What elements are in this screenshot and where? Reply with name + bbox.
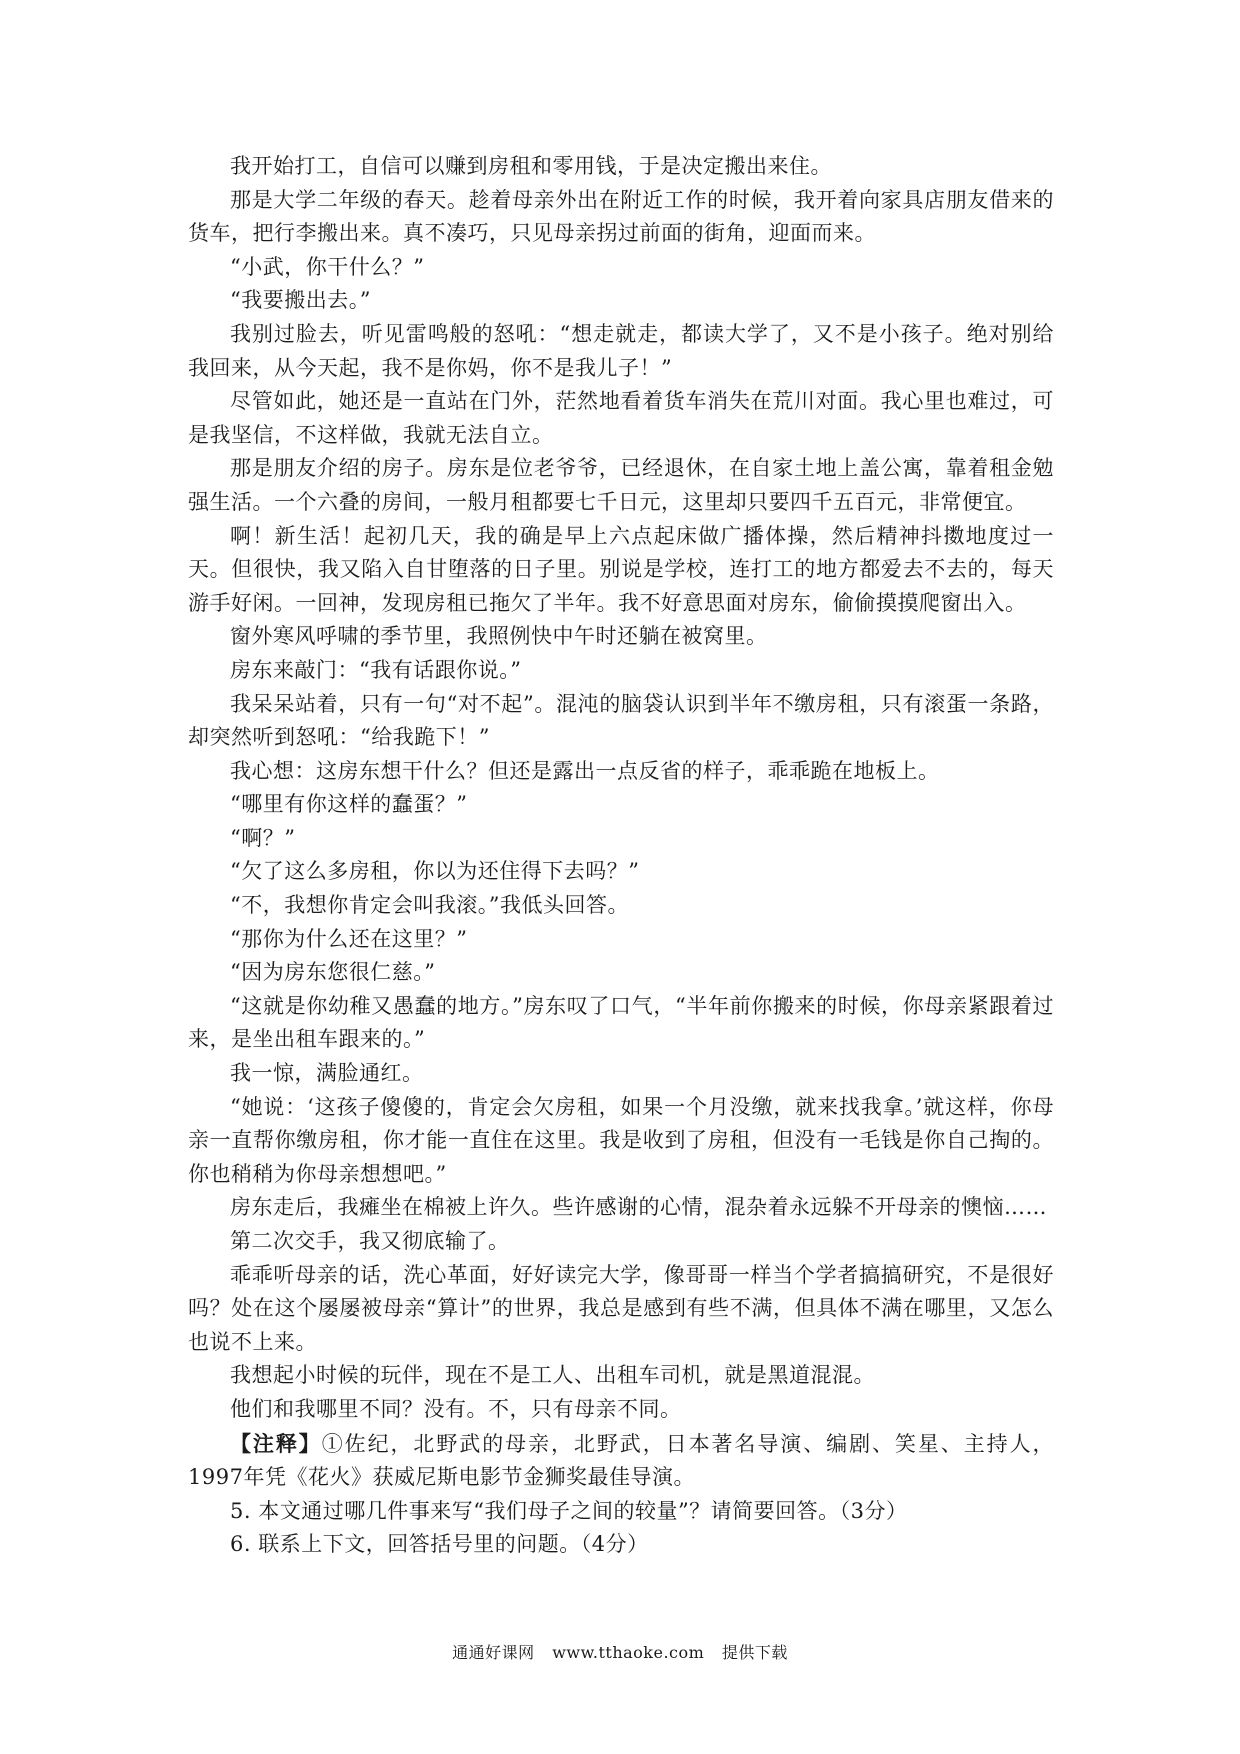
paragraph: 房东来敲门：“我有话跟你说。” [230, 657, 522, 682]
paragraph: “因为房东您很仁慈。” [230, 960, 436, 985]
paragraph: “她说：‘这孩子傻傻的，肯定会欠房租，如果一个月没缴，就来找我拿。’就这样，你母亲一直帮你缴房租，你才能一直住在这里。我是收到了房租，但没有一毛钱是你自己掏的。你也稍稍为你母亲想想吧。” [188, 1094, 1054, 1186]
paragraph: “那你为什么还在这里？” [230, 926, 468, 951]
paragraph: 他们和我哪里不同？没有。不，只有母亲不同。 [230, 1396, 682, 1421]
footer-site-name: 通通好课网 [452, 1643, 535, 1662]
paragraph: 我呆呆站着，只有一句“对不起”。混沌的脑袋认识到半年不缴房租，只有滚蛋一条路，却突然听到怒吼：“给我跪下！” [188, 691, 1054, 750]
footer-suffix: 提供下载 [721, 1643, 788, 1662]
question-6: 6. 联系上下文，回答括号里的问题。（4分） [230, 1532, 649, 1557]
paragraph: “小武，你干什么？” [230, 254, 425, 279]
paragraph: 窗外寒风呼啸的季节里，我照例快中午时还躺在被窝里。 [230, 624, 768, 649]
annotation [188, 1427, 1054, 1495]
paragraph: “不，我想你肯定会叫我滚。”我低头回答。 [230, 893, 629, 918]
paragraph: “哪里有你这样的蠢蛋？” [230, 792, 468, 817]
paragraph: “啊？” [230, 825, 296, 850]
paragraph: 那是大学二年级的春天。趁着母亲外出在附近工作的时候，我开着向家具店朋友借来的货车，把行李搬出来。真不凑巧，只见母亲拐过前面的街角，迎面而来。 [188, 187, 1054, 246]
annotation-text: ①佐纪，北野武的母亲，北野武，日本著名导演、编剧、笑星、主持人，1997年凭《花火》获威尼斯电影节金狮奖最佳导演。 [188, 1431, 1055, 1490]
paragraph: 那是朋友介绍的房子。房东是位老爷爷，已经退休，在自家土地上盖公寓，靠着租金勉强生活。一个六叠的房间，一般月租都要七千日元，这里却只要四千五百元，非常便宜。 [188, 456, 1054, 514]
paragraph: 我开始打工，自信可以赚到房租和零用钱，于是决定搬出来住。 [230, 154, 832, 178]
paragraph: 尽管如此，她还是一直站在门外，茫然地看着货车消失在荒川对面。我心里也难过，可是我坚信，不这样做，我就无法自立。 [188, 389, 1054, 447]
paragraph: 我一惊，满脸通红。 [230, 1061, 424, 1086]
paragraph: “我要搬出去。” [230, 288, 371, 313]
document-body [188, 150, 1054, 1562]
footer-url[interactable]: www.tthaoke.com [552, 1643, 705, 1662]
annotation-label: 【注释】 [230, 1430, 322, 1456]
paragraph: 我心想：这房东想干什么？但还是露出一点反省的样子，乖乖跪在地板上。 [230, 758, 940, 783]
paragraph: 房东走后，我瘫坐在棉被上许久。些许感谢的心情，混杂着永远躲不开母亲的懊恼…… [230, 1195, 1047, 1220]
paragraph: 第二次交手，我又彻底输了。 [230, 1229, 510, 1253]
question-5: 5. 本文通过哪几件事来写“我们母子之间的较量”？请简要回答。（3分） [230, 1498, 908, 1523]
paragraph: “欠了这么多房租，你以为还住得下去吗？” [230, 859, 640, 884]
page-footer [0, 1640, 1240, 1663]
paragraph: 啊！新生活！起初几天，我的确是早上六点起床做广播体操，然后精神抖擞地度过一天。但很快，我又陷入自甘堕落的日子里。别说是学校，连打工的地方都爱去不去的，每天游手好闲。一回神，发现房租已拖欠了半年。我不好意思面对房东，偷偷摸摸爬窗出入。 [188, 523, 1054, 615]
paragraph: 我想起小时候的玩伴，现在不是工人、出租车司机，就是黑道混混。 [230, 1363, 875, 1388]
paragraph: “这就是你幼稚又愚蠢的地方。”房东叹了口气，“半年前你搬来的时候，你母亲紧跟着过来，是坐出租车跟来的。” [188, 993, 1054, 1052]
paragraph: 我别过脸去，听见雷鸣般的怒吼：“想走就走，都读大学了，又不是小孩子。绝对别给我回来，从今天起，我不是你妈，你不是我儿子！” [188, 321, 1054, 380]
paragraph: 乖乖听母亲的话，洗心革面，好好读完大学，像哥哥一样当个学者搞搞研究，不是很好吗？处在这个屡屡被母亲“算计”的世界，我总是感到有些不满，但具体不满在哪里，又怎么也说不上来。 [188, 1262, 1054, 1354]
